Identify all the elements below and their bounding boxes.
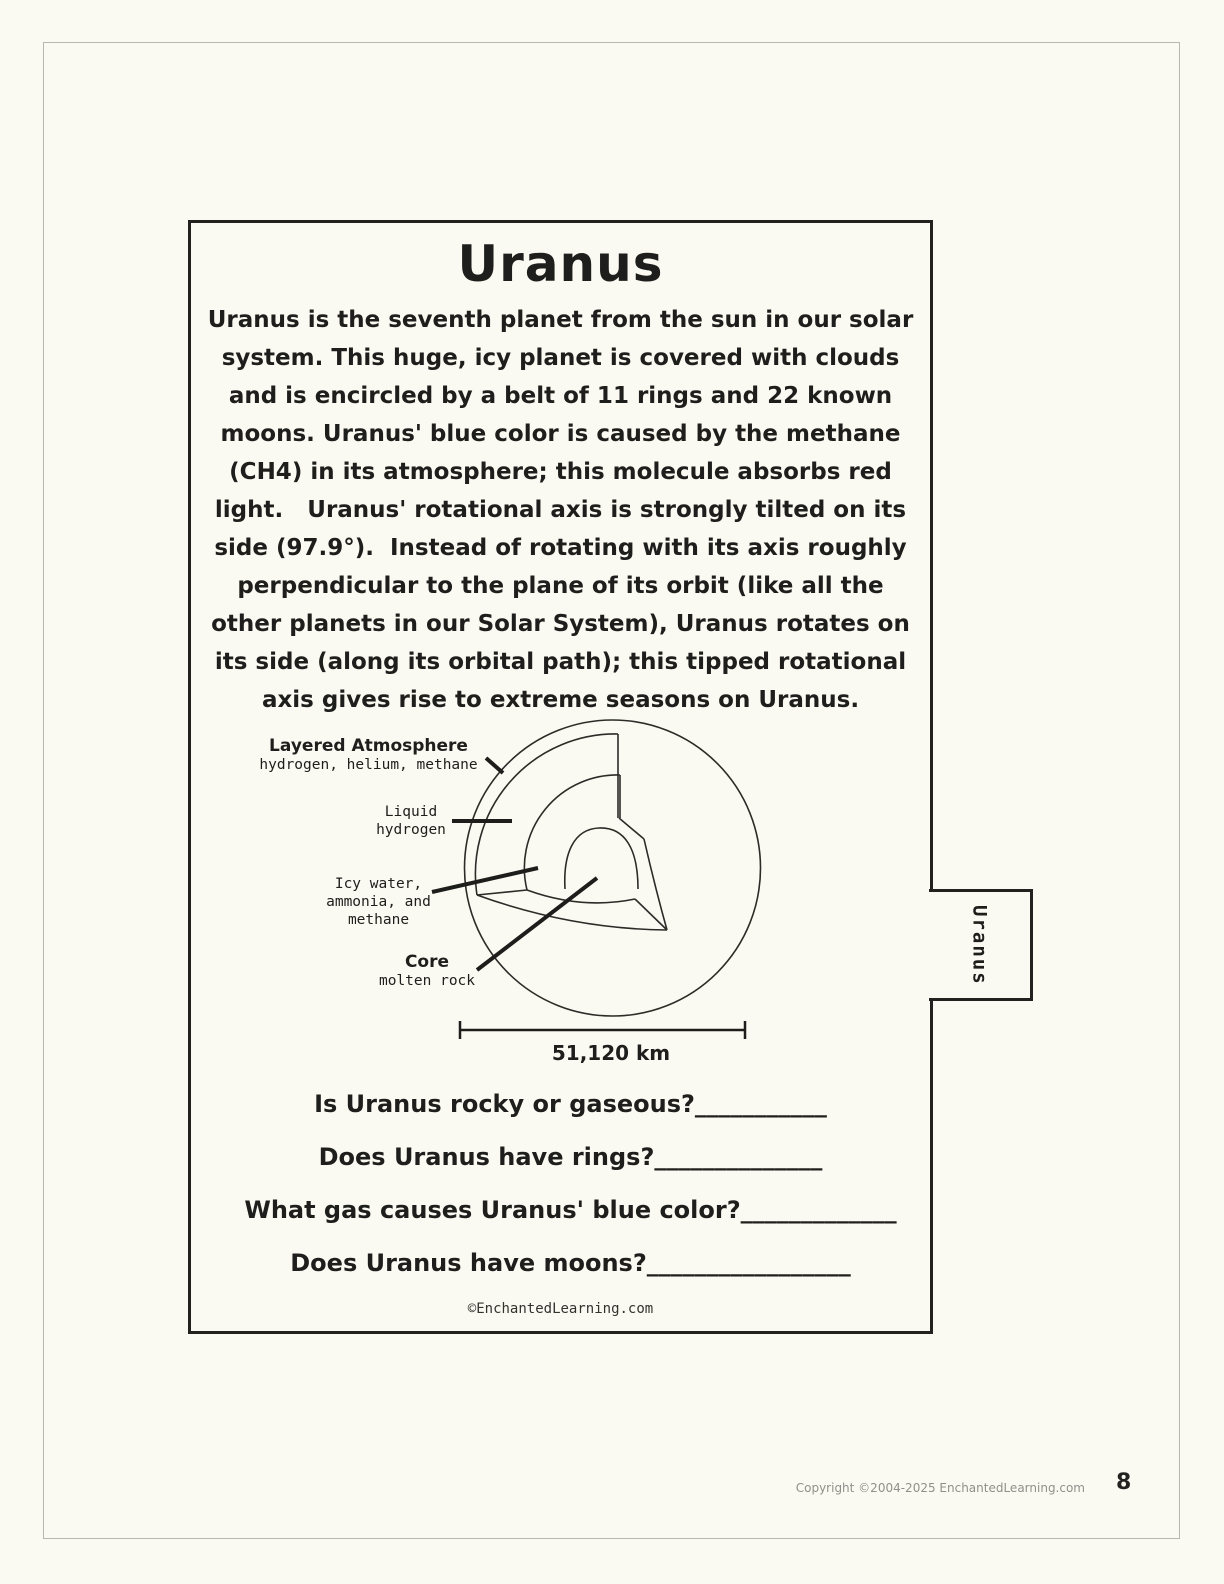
uranus-cutaway-diagram [241,715,841,1075]
intro-line: perpendicular to the plane of its orbit (like all the [237,573,884,599]
question-text: Does Uranus have rings? [318,1143,655,1171]
label-core-title: Core [404,952,450,972]
question-list [211,1078,930,1290]
intro-paragraph [191,301,930,719]
intro-line: (CH4) in its atmosphere; this molecule absorbs red [229,459,892,485]
label-liquid-hydrogen: Liquid hydrogen [376,804,446,838]
question-rocky-or-gaseous [211,1078,930,1131]
page-title: Uranus [457,235,664,293]
label-layered-atmosphere [241,737,496,774]
answer-blank[interactable]: _____________ [740,1196,897,1224]
intro-line: system. This huge, icy planet is covered with clouds [221,345,900,371]
intro-line: light. Uranus' rotational axis is strongly tilted on its [214,497,907,523]
core-pointer-line [477,878,597,970]
intro-line: its side (along its orbital path); this tipped rotational [214,649,907,675]
side-tab-label: Uranus [968,904,991,986]
intro-line: axis gives rise to extreme seasons on Uranus. [261,687,860,713]
intro-line: side (97.9°). Instead of rotating with its axis roughly [214,535,907,561]
question-blue-color-gas [211,1184,930,1237]
question-have-moons [211,1237,930,1290]
answer-blank[interactable]: ___________ [694,1090,827,1118]
intro-line: and is encircled by a belt of 11 rings and 22 known [228,383,893,409]
answer-blank[interactable]: ______________ [654,1143,823,1171]
label-atmosphere-sub: hydrogen, helium, methane [259,757,478,773]
intro-line: other planets in our Solar System), Uranus rotates on [211,611,910,637]
answer-blank[interactable]: _________________ [646,1249,851,1277]
question-text: Does Uranus have moons? [290,1249,647,1277]
label-core [361,953,493,990]
label-core-sub: molten rock [378,973,476,989]
footer-page-number: 8 [1116,1470,1132,1495]
label-atmosphere-title: Layered Atmosphere [269,736,468,756]
footer-copyright: Copyright ©2004-2025 EnchantedLearning.com [795,1481,1085,1495]
worksheet-box [188,220,933,1334]
label-icy-water: Icy water, ammonia, and methane [326,876,431,928]
question-text: Is Uranus rocky or gaseous? [314,1090,695,1118]
enchantedlearning-credit: ©EnchantedLearning.com [467,1301,654,1317]
side-tab-uranus[interactable] [929,889,1033,1001]
intro-line: Uranus is the seventh planet from the sun in our solar [207,307,914,333]
question-text: What gas causes Uranus' blue color? [244,1196,741,1224]
intro-line: moons. Uranus' blue color is caused by the methane [220,421,901,447]
scale-label: 51,120 km [551,1041,671,1065]
question-have-rings [211,1131,930,1184]
